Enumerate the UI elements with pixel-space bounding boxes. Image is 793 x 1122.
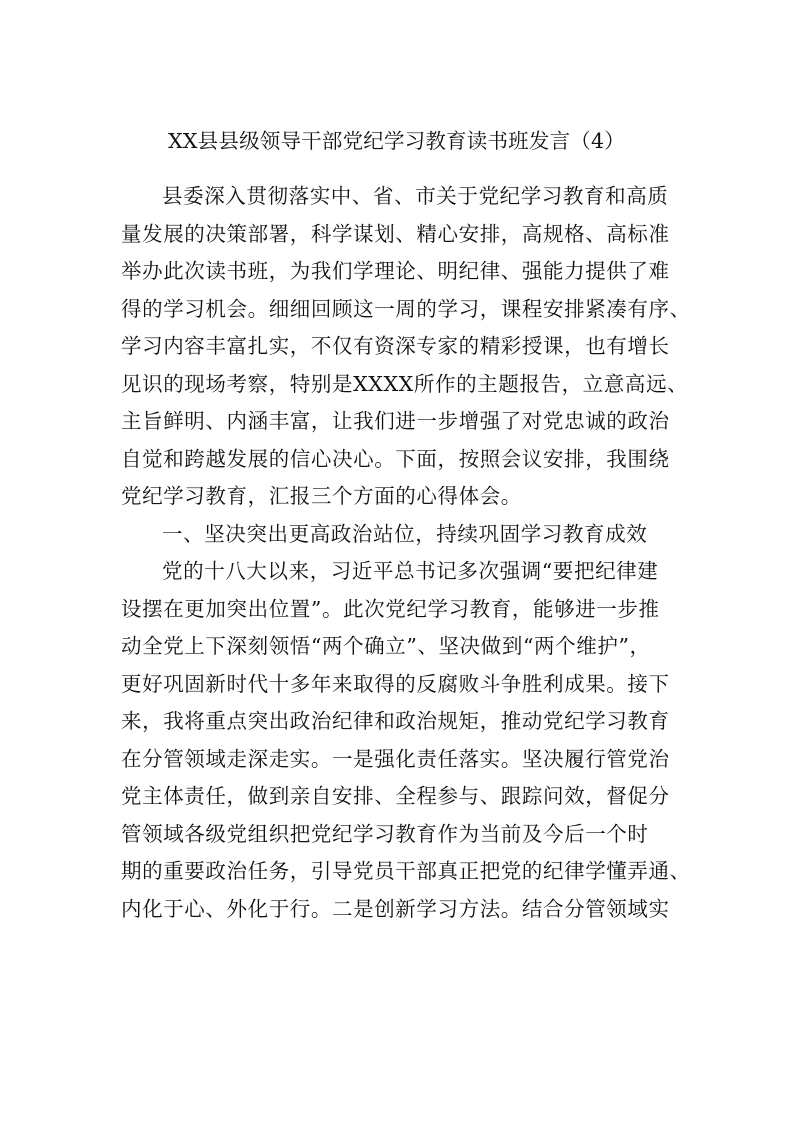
text-line: 党纪学习教育，汇报三个方面的心得体会。 [121,484,522,508]
text-line: 党主体责任，做到亲自安排、全程参与、跟踪问效，督促分 [121,784,670,808]
document-title: XX县县级领导干部党纪学习教育读书班发言（4） [168,129,625,153]
text-line: 主旨鲜明、内涵丰富，让我们进一步增强了对党忠诚的政治 [121,409,670,433]
text-line: 在分管领域走深走实。一是强化责任落实。坚决履行管党治 [121,746,670,771]
text-line: 量发展的决策部署，科学谋划、精心安排，高规格、高标准 [121,221,670,246]
text-line: 得的学习机会。细细回顾这一周的学习，课程安排紧凑有序、 [121,296,691,321]
text-line: 一、坚决突出更高政治站位，持续巩固学习教育成效 [162,521,648,546]
text-line: 设摆在更加突出位置”。此次党纪学习教育，能够进一步推 [121,596,660,621]
text-line: 期的重要政治任务，引导党员干部真正把党的纪律学懂弄通、 [121,859,691,883]
text-line: 更好巩固新时代十多年来取得的反腐败斗争胜利成果。接下 [121,671,670,696]
text-line: 动全党上下深刻领悟“两个确立”、坚决做到“两个维护”， [121,634,651,658]
text-line: 内化于心、外化于行。二是创新学习方法。结合分管领域实 [121,896,670,921]
text-line: 管领域各级党组织把党纪学习教育作为当前及今后一个时 [121,821,649,846]
text-line: 自觉和跨越发展的信心决心。下面，按照会议安排，我围绕 [121,446,670,471]
text-line: 见识的现场考察，特别是XXXX所作的主题报告，立意高远、 [121,371,689,396]
text-line: 来，我将重点突出政治纪律和政治规矩，推动党纪学习教育 [121,709,670,733]
document-body [121,178,691,928]
text-line: 学习内容丰富扎实，不仅有资深专家的精彩授课，也有增长 [121,334,670,358]
text-line: 县委深入贯彻落实中、省、市关于党纪学习教育和高质 [162,184,669,208]
text-line: 党的十八大以来，习近平总书记多次强调“要把纪律建 [162,559,659,583]
text-line: 举办此次读书班，为我们学理论、明纪律、强能力提供了难 [121,259,670,283]
